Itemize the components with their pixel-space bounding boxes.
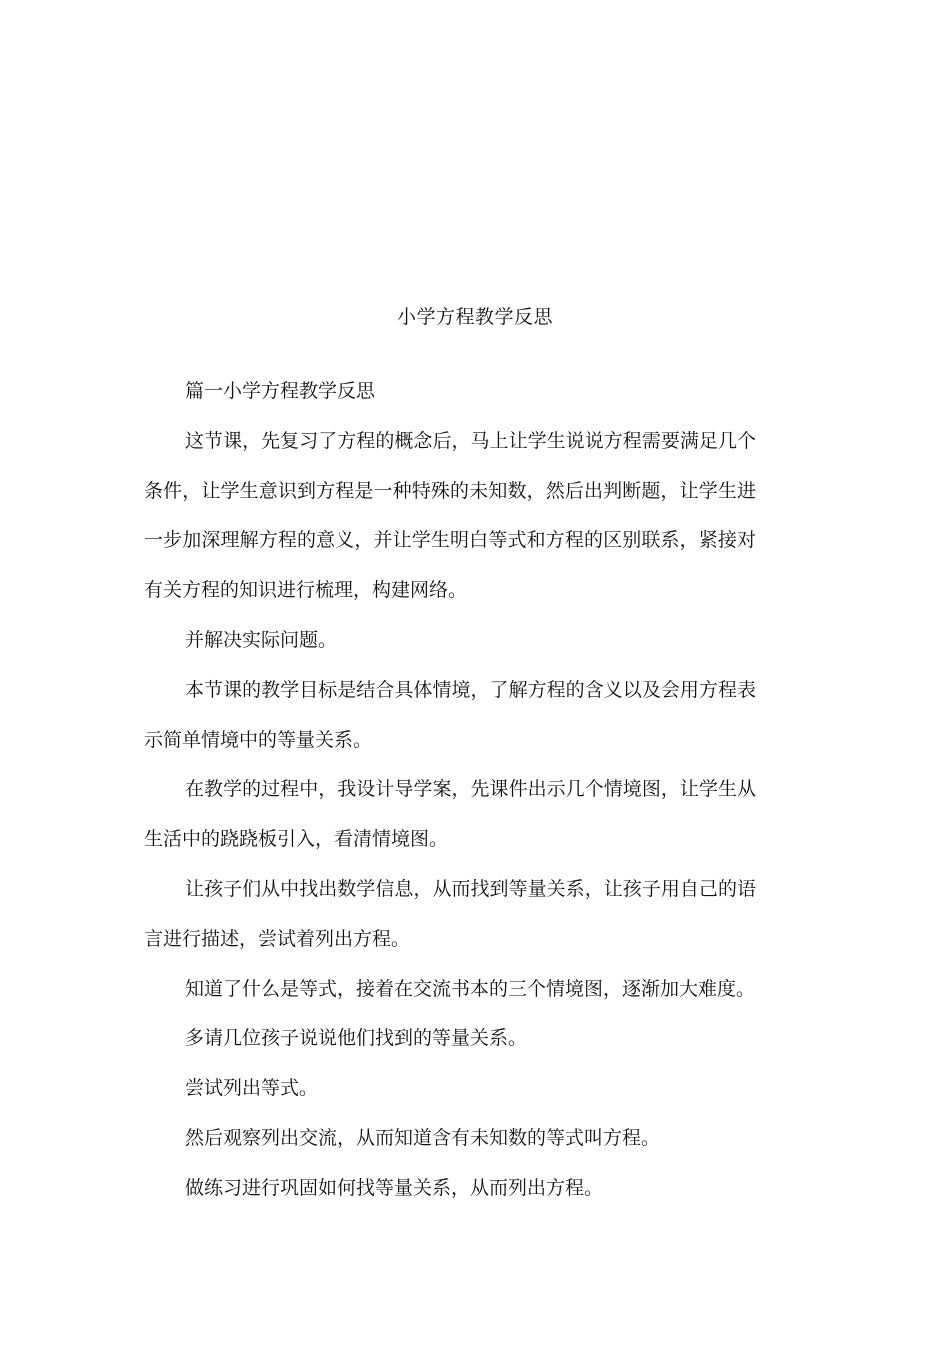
- paragraph: 让孩子们从中找出数学信息，从而找到等量关系，让孩子用自己的语言进行描述，尝试着列出方程。: [144, 877, 756, 950]
- paragraph: 知道了什么是等式，接着在交流书本的三个情境图，逐渐加大难度。: [185, 977, 756, 1000]
- paragraph: 然后观察列出交流，从而知道含有未知数的等式叫方程。: [185, 1126, 661, 1149]
- document-body: [144, 367, 756, 1214]
- paragraph: 本节课的教学目标是结合具体情境，了解方程的含义以及会用方程表示简单情境中的等量关系。: [144, 678, 756, 751]
- paragraph: 多请几位孩子说说他们找到的等量关系。: [185, 1027, 528, 1050]
- paragraph: 并解决实际问题。: [185, 628, 338, 651]
- paragraph: 篇一小学方程教学反思: [185, 380, 376, 402]
- paragraph: 这节课，先复习了方程的概念后，马上让学生说说方程需要满足几个条件，让学生意识到方程是一种特殊的未知数，然后出判断题，让学生进一步加深理解方程的意义，并让学生明白等式和方程的区别联系，紧接对有关方程的知识进行梳理，构建网络。: [144, 429, 756, 602]
- document-title: 小学方程教学反思: [396, 306, 553, 328]
- paragraph: 在教学的过程中，我设计导学案，先课件出示几个情境图，让学生从生活中的跷跷板引入，看清情境图。: [144, 778, 756, 851]
- paragraph: 尝试列出等式。: [185, 1077, 319, 1100]
- paragraph: 做练习进行巩固如何找等量关系，从而列出方程。: [185, 1176, 604, 1199]
